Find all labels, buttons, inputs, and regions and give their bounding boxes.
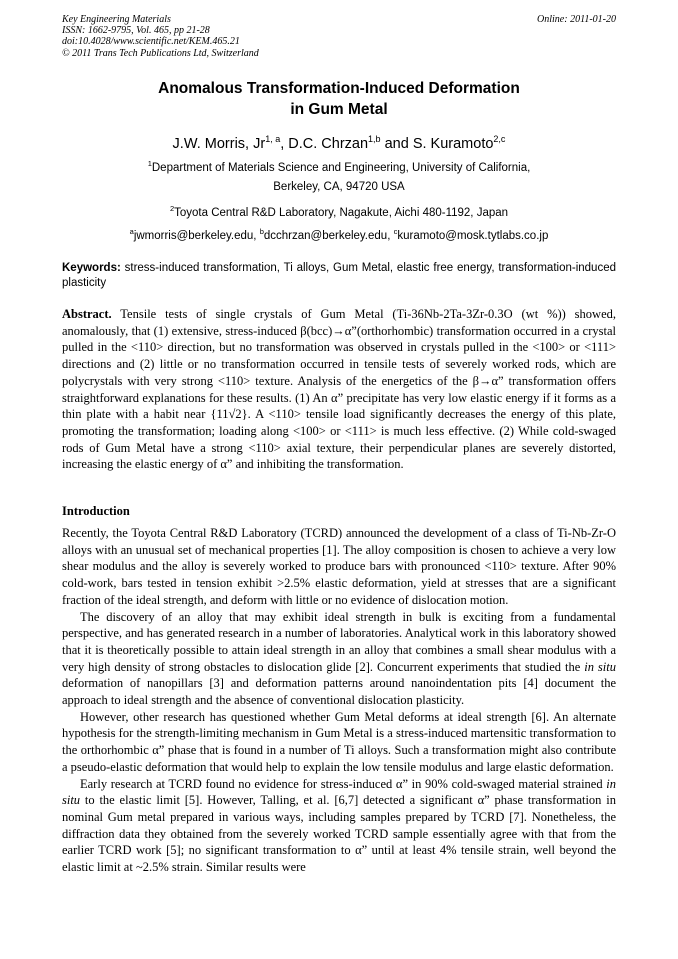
affiliation-1-mark: 1 (147, 159, 152, 168)
author-2: D.C. Chrzan (288, 135, 369, 152)
intro-p2-emphasis: in situ (584, 659, 616, 674)
abstract-label: Abstract. (62, 307, 112, 321)
email-c[interactable]: kuramoto@mosk.tytlabs.co.jp (397, 229, 549, 242)
doi-line: doi:10.4028/www.scientific.net/KEM.465.21 (62, 36, 240, 48)
email-a-mark: a (129, 227, 134, 236)
introduction-body (62, 525, 616, 876)
affiliation-2-mark: 2 (169, 204, 175, 213)
intro-p2-part-b: deformation of nanopillars [3] and deformation patterns around nanoindentation pits [4] document the approach to ideal strength and the absence of conventional dislocation plasticity. (62, 676, 616, 708)
email-c-mark: c (393, 227, 398, 236)
intro-paragraph-4 (62, 776, 616, 876)
email-line (62, 225, 616, 243)
author-1-affil: 1, a (265, 134, 281, 144)
author-2-affil: 1,b (368, 134, 381, 144)
journal-name: Key Engineering Materials (62, 14, 171, 25)
paper-title (62, 78, 616, 120)
intro-paragraph-2 (62, 609, 616, 709)
introduction-heading: Introduction (62, 504, 130, 518)
abstract-text: Tensile tests of single crystals of Gum Metal (Ti-36Nb-2Ta-3Zr-0.3O (wt %)) showed, anomalously, that (1) extensive, stress-induced β(bcc)→α”(orthorhombic) transformation occurred in a crystal pulled in the <110> direction, but no transformation was observed in crystals pulled in the <100> or <111> directions and (2) little or no transformation occurred in tensile tests of severely worked rods, which are polycrystals with very strong <110> texture. Analysis of the energetics of the β→α” transformation offers straightforward explanations for these results. (1) An α” precipitate has very low elastic energy if it forms as a thin plate with a habit near {11√2}. A <110> tensile load significantly decreases the energy of this plate, promoting the transformation; loading along <100> or <111> is much less effective. (2) While cold-swaged rods of Gum Metal have a strong <110> axial texture, their perpendicular planes are severely distorted, increasing the elastic energy of α” and inhibiting the transformation. (62, 307, 617, 472)
keywords-label: Keywords: (62, 262, 121, 274)
intro-paragraph-1: Recently, the Toyota Central R&D Laboratory (TCRD) announced the development of a class of Ti-Nb-Zr-O alloys with an unusual set of mechanical properties [1]. The alloy composition is chosen to achieve a very low shear modulus and the alloy is severely worked to produce bars with pronounced <110> texture. After 90% cold-work, bars tested in tension exhibit >2.5% elastic deformation, yield at stresses that are a significant fraction of the ideal strength, and deform with little or no evidence of dislocation motion. (62, 526, 616, 607)
author-3: S. Kuramoto (412, 135, 494, 152)
keywords-text: stress-induced transformation, Ti alloys, Gum Metal, elastic free energy, transformation-induced plasticity (62, 262, 616, 289)
affiliation-1-line-2: Berkeley, CA, 94720 USA (273, 181, 405, 193)
abstract-block (62, 306, 616, 473)
online-date: Online: 2011-01-20 (537, 14, 616, 25)
affiliation-1-cont (62, 180, 616, 194)
affiliation-2-text: Toyota Central R&D Laboratory, Nagakute, Aichi 480-1192, Japan (174, 206, 509, 219)
journal-header (62, 14, 616, 59)
intro-p4-part-a: Early research at TCRD found no evidence for stress-induced α” in 90% cold-swaged material strained (80, 776, 607, 791)
author-3-affil: 2,c (493, 134, 506, 144)
intro-p4-emphasis: in situ (62, 776, 616, 808)
affiliation-1 (62, 157, 616, 175)
affiliation-2 (62, 202, 616, 220)
keywords-block (62, 261, 616, 290)
author-1: J.W. Morris, Jr (172, 135, 266, 152)
intro-paragraph-3: However, other research has questioned whether Gum Metal deforms at ideal strength [6]. An alternate hypothesis for the strength-limiting mechanism in Gum Metal is a stress-induced martensitic transformation to the orthorhombic α” phase that is found in a number of Ti alloys. Such a transformation might also contribute a pseudo-elastic deformation that would help to explain the low tensile modulus and large elastic deformation. (62, 709, 616, 774)
email-b-mark: b (259, 227, 264, 236)
title-line-2: in Gum Metal (290, 101, 388, 118)
email-b[interactable]: dcchrzan@berkeley.edu, (263, 229, 394, 242)
intro-p4-part-b: to the elastic limit [5]. However, Talling, et al. [6,7] detected a significant α” phase transformation in nominal Gum metal prepared in various ways, including samples prepared by TCRD [7]. Nonetheless, the diffraction data they obtained from the severely worked TCRD sample essentially agree with that from the earlier TCRD work [5]; no significant transformation to α” until at least 4% tensile strain, well beyond the elastic limit at ~2.5% strain. Similar results were (62, 793, 616, 875)
copyright-line: © 2011 Trans Tech Publications Ltd, Switzerland (62, 47, 259, 59)
issn-line: ISSN: 1662-9795, Vol. 465, pp 21-28 (62, 25, 210, 37)
title-line-1: Anomalous Transformation-Induced Deformation (158, 80, 520, 97)
author-list: J.W. Morris, Jr$^{1, a}$, D.C. Chrzan$^{1,b}$ and S. Kuramoto$^{2,c}$ (172, 134, 506, 152)
author-and: and (384, 135, 409, 152)
intro-p2-part-a: The discovery of an alloy that may exhibit ideal strength in bulk is exciting from a fundamental perspective, and has generated research in a number of laboratories. Analytical work in this laboratory showed that it is theoretically possible to attain ideal strength in an alloy that combines a small shear modulus with a very high density of strong obstacles to dislocation glide [2]. Concurrent experiments that studied the (62, 609, 616, 674)
affiliation-1-line-1: Department of Materials Science and Engineering, University of California, (151, 161, 531, 174)
email-a[interactable]: jwmorris@berkeley.edu, (133, 229, 260, 242)
